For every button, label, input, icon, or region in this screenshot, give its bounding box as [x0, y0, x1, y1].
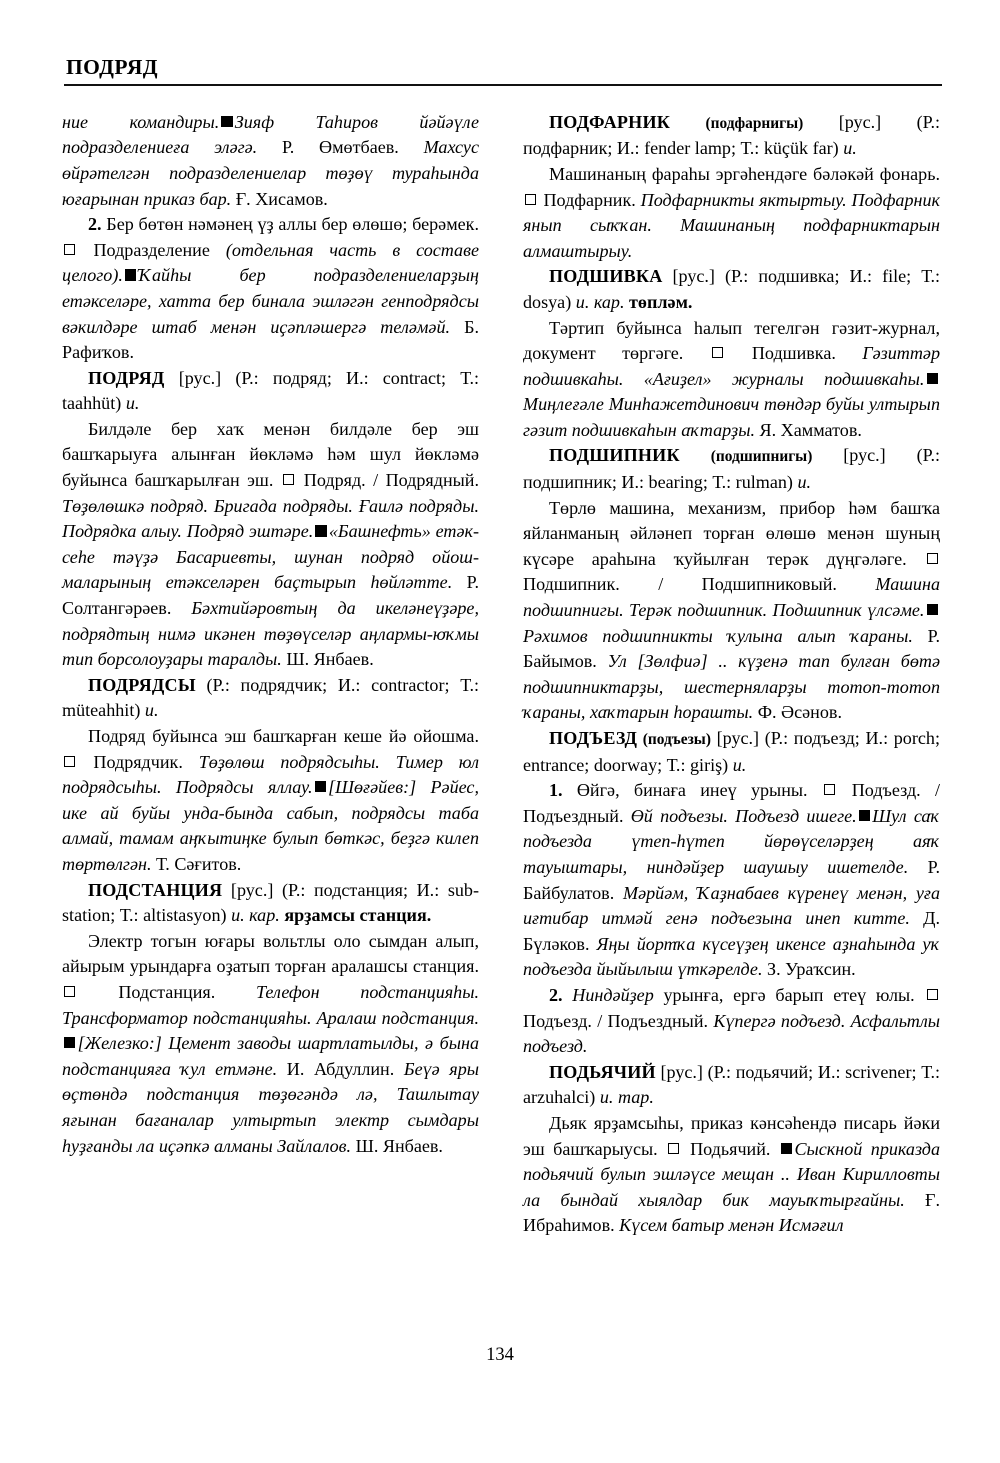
open-square-marker-icon	[283, 474, 294, 485]
filled-square-marker-icon	[927, 604, 938, 615]
roman-text: Д. Бүләков.	[523, 908, 940, 954]
italic-text: Мәрйәм, Ҡаҙнабаев күренеү менән, уға иғтибар итмәй генә подъезына инеп китте.	[523, 882, 940, 929]
italic-text: Күпергә подъезд. Асфальтлы подъезд.	[523, 1010, 940, 1057]
italic-text: и. кар.	[231, 905, 280, 926]
dictionary-entry-headline	[62, 673, 479, 724]
headword-inflection: (подшипнигы)	[710, 448, 813, 466]
headword: ПОДШИВКА	[549, 266, 663, 287]
roman-text	[563, 985, 573, 1005]
italic-text: Сыскной приказда подьячий булып эшләүсе мещан .. Иван Кирилловты ла бындай хыялдар бик мауыҡтырғайны.	[523, 1138, 940, 1210]
roman-text: Электр тогын юғары вольтлы оло сымдан алып, айырым урындарға оҙатып торған аралашсы станция.	[62, 930, 479, 977]
roman-text: Подшивка.	[725, 343, 863, 364]
roman-text: Бер бөтөн нәмәнең үҙ аллы бер өлөшө; берәмек.	[101, 214, 479, 235]
filled-square-marker-icon	[315, 525, 326, 536]
roman-text: [рус.] (Р.: подшипник; И.: bearing; Т.: rulman)	[523, 445, 940, 493]
italic-text: Рәхимов подшипникты ҡулына алып ҡараны.	[523, 625, 913, 646]
italic-text: Төҙөлөш подрядсыһы. Тимер юл подрядсыһы. Подрядсы яллау.	[62, 751, 479, 798]
filled-square-marker-icon	[781, 1143, 792, 1154]
filled-square-marker-icon	[125, 269, 136, 280]
roman-text: Подъезд. / Подъездный.	[523, 1010, 714, 1031]
roman-text: Т. Сәғитов.	[151, 853, 242, 874]
dictionary-definition	[523, 316, 940, 444]
roman-text: [рус.] (Р.: подьячий; И.: scrivener; Т.: arzuhalci)	[523, 1061, 940, 1108]
bold-text: 2.	[88, 214, 102, 235]
roman-text: [рус.] (Р.: подряд; И.: contract; Т.: taahhüt)	[62, 367, 479, 414]
headword-inflection: (подфарнигы)	[705, 114, 804, 132]
roman-text: Ғ. Хисамов.	[231, 188, 328, 209]
roman-text: [рус.] (Р.: подстанция; И.: sub-station; Т.: altistasyon)	[62, 879, 479, 926]
italic-text: [Шөғәйев:] Рәйес, ике ай буйы унда-бында сабып, подрядсы таба алмай, тамам аңҡытиңке булып бөткәс, беҙгә килеп төртөлгән.	[62, 777, 479, 874]
open-square-marker-icon	[525, 194, 536, 205]
italic-text: Күсем батыр менән Исмәғил	[619, 1215, 844, 1236]
dictionary-entry-headline	[523, 443, 940, 495]
open-square-marker-icon	[64, 986, 75, 997]
filled-square-marker-icon	[221, 116, 232, 127]
roman-text: Подряд. / Подрядный.	[296, 470, 479, 491]
roman-text: Подразделение	[77, 239, 226, 260]
italic-text: Гәзиттәр подшивкаһы. «Ағиҙел» журналы подшивкаһы.	[523, 343, 940, 389]
italic-text: Бәхтийәровтың да икеләнеүҙәре, подрядтың нимә икәнен төҙөүселәр аңлармы-юҡмы тип борсолоуҙары таралды.	[62, 598, 479, 670]
roman-text: Ғ. Ибраһимов.	[523, 1189, 940, 1236]
roman-text: Подрядчик.	[77, 751, 199, 772]
roman-text: Дьяк ярҙамсыһы, приказ кәнсәһендә писарь йәки эш башҡарыусы.	[523, 1112, 940, 1159]
roman-text: Подстанция.	[77, 981, 256, 1002]
roman-text: [рус.] (Р.: подшивка; И.: file; Т.: dosya)	[523, 266, 940, 312]
dictionary-entry-headline	[523, 110, 940, 162]
bold-text: төпләм.	[629, 291, 693, 312]
roman-text: Р. Солтангәрәев.	[62, 572, 479, 619]
italic-text: Беүә яры өҫтөндә подстанция төҙөгәндә лә, Ташлытау яғынан бағаналар ултыртып электр сымдары һуҙғанды ла иҫәпкә алманы Зайлалов.	[62, 1058, 479, 1156]
roman-text: Ф. Әсәнов.	[753, 702, 842, 723]
roman-text: Р. Байымов.	[523, 625, 940, 672]
open-square-marker-icon	[927, 989, 938, 1000]
italic-text: Машина подшипнигы. Терәк подшипник. Подшипник үлсәме.	[523, 574, 940, 621]
italic-text: Зияф Таһиров йәйәүле подразделениеға эләгә.	[62, 111, 479, 158]
italic-text: и.	[125, 393, 140, 414]
dictionary-definition	[523, 496, 940, 726]
headword: ПОДЪЕЗД	[549, 728, 638, 748]
roman-text: Р. Байбулатов.	[523, 856, 940, 903]
bold-text: ярҙамсы станция.	[284, 905, 432, 926]
headword: ПОДСТАНЦИЯ	[88, 879, 223, 900]
italic-text: Ҡайһы бер подразделениеларҙың етәкселәре, хатта бер бинала эшләгән генподрядсы вәкилдәре штаб менән иҫәпләшергә теләмәй.	[62, 265, 479, 337]
italic-text: и.	[732, 754, 747, 775]
roman-text: И. Абдуллин.	[277, 1058, 404, 1079]
roman-text: Өйгә, бинаға инеү урыны.	[562, 780, 822, 801]
italic-text: Подфарникты яктыртыу. Подфарник янып сыҡҡан. Машинаның подфарниктарын алмаштырыу.	[523, 189, 940, 261]
dictionary-entry-headline	[523, 264, 940, 315]
filled-square-marker-icon	[927, 373, 938, 384]
filled-square-marker-icon	[859, 810, 870, 821]
open-square-marker-icon	[64, 756, 75, 767]
roman-text	[670, 112, 705, 132]
italic-text: Махсус өйрәтелгән подразделениелар төҙөү тураһында юғарынан приказ бар.	[62, 137, 479, 209]
dictionary-sense	[62, 212, 479, 366]
roman-text: З. Ураҡсин.	[762, 959, 856, 980]
headword: ПОДРЯД	[88, 367, 165, 388]
bold-text: 2.	[549, 984, 563, 1005]
roman-text: Подъезд. / Подъездный.	[523, 780, 940, 826]
italic-text: Ул [Зөлфиә] .. күҙенә тап булған бөтә подшипниктарҙы, шестерняларҙы тотоп-тотоп ҡараны, хаҡтарын һорашты.	[523, 651, 940, 723]
right-column	[523, 110, 940, 1239]
italic-text: Телефон подстанцияһы. Трансформатор подстанцияһы. Аралаш подстанция.	[62, 981, 479, 1028]
running-head: ПОДРЯД	[66, 55, 158, 79]
open-square-marker-icon	[712, 347, 723, 358]
headword: ПОДЬЯЧИЙ	[549, 1061, 656, 1082]
roman-text: Тәртип буйынса һалып тегелгән гәзит-журнал, документ төргәге.	[523, 317, 940, 364]
roman-text: [рус.] (Р.: подъезд; И.: porch; entrance; doorway; Т.: giriş)	[523, 728, 940, 775]
roman-text: Подьячий.	[681, 1138, 779, 1159]
roman-text: Б. Рафиҡов.	[62, 316, 479, 363]
italic-text: ние командиры.	[62, 111, 220, 132]
roman-text: урынға, ергә барып етеү юлы.	[653, 984, 925, 1005]
bold-text: 1.	[549, 780, 563, 801]
italic-text: и.	[843, 138, 857, 159]
column-container	[62, 110, 942, 1239]
dictionary-entry-headline	[523, 726, 940, 778]
headword-inflection: (подъезы)	[642, 731, 711, 748]
dictionary-definition	[523, 162, 940, 264]
italic-text: Яңы йортҡа күсеүҙең икенсе аҙнаһында уҡ подъезда йыйылыш үткәрелде.	[523, 933, 941, 980]
roman-text: Ш. Янбаев.	[351, 1135, 443, 1156]
dictionary-definition	[62, 417, 479, 673]
page-number: 134	[486, 1345, 514, 1365]
italic-text: [Железко:] Цемент заводы шартлатылды, ә бына подстанцияға ҡул етмәне.	[62, 1033, 479, 1079]
italic-text: «Башнефть» етәксеһе тәүҙә Басариевты, шунан подряд ойошмаларының етәкселәрен баҫтырып һөйләтте.	[62, 521, 479, 593]
italic-text: Шул саҡ подъезда үтеп-һүтеп йөрөүселәрҙең аяҡ тауыштары, ниндәйҙер шаушыу ишетелде.	[523, 805, 940, 877]
roman-text: Машинаның фараһы эргәһендәге бәләкәй фонарь.	[549, 163, 940, 184]
headword: ПОДФАРНИК	[549, 111, 671, 132]
dictionary-entry-headline	[62, 878, 479, 929]
roman-text: Төрлө машина, механизм, прибор һәм башҡа яйланманың әйләнеп торған өлөшө менән шуның күсәре араһына ҡуйылған терәк дүңгәләге.	[523, 497, 940, 569]
roman-text: Подфарник.	[538, 189, 641, 210]
filled-square-marker-icon	[315, 781, 326, 792]
dictionary-entry-headline	[62, 366, 479, 417]
roman-text	[680, 445, 711, 465]
italic-text: и.	[797, 472, 812, 493]
headword: ПОДШИПНИК	[549, 445, 680, 466]
italic-text: Ниндәйҙер	[572, 984, 654, 1005]
roman-text: Билдәле бер хаҡ менән билдәле бер эш башҡарыуға алынған йөкләмә һәм шул йөкләмә буйынса башҡарылған эш.	[62, 418, 479, 491]
roman-text: Подшипник. / Подшипниковый.	[523, 574, 876, 595]
roman-text: Подряд буйынса эш башҡарған кеше йә ойошма.	[88, 726, 479, 746]
open-square-marker-icon	[927, 553, 938, 564]
left-column	[62, 110, 479, 1159]
italic-text: Өй подъезы. Подъезд ишеге.	[630, 805, 857, 826]
open-square-marker-icon	[824, 784, 835, 795]
roman-text: Ш. Янбаев.	[281, 649, 374, 670]
italic-text: и.	[144, 700, 159, 721]
entry-continuation	[62, 110, 479, 212]
italic-text: Миңлеғәле Минһажетдинович төндәр буйы ултырып гәзит подшивкаһын аҡтарҙы.	[523, 394, 940, 440]
dictionary-sense	[523, 983, 940, 1060]
dictionary-definition	[62, 724, 479, 878]
italic-text: и. кар.	[575, 291, 625, 312]
dictionary-definition	[62, 929, 479, 1159]
italic-text: Төҙөлөшкә подряд. Бригада подряды. Ғаилә подряды. Подрядка алыу. Подряд эштәре.	[62, 495, 479, 542]
dictionary-sense	[523, 778, 940, 983]
italic-text: и. тар.	[599, 1087, 654, 1108]
roman-text: Р. Өмөтбаев.	[257, 137, 424, 158]
dictionary-entry-headline	[523, 1060, 940, 1111]
filled-square-marker-icon	[64, 1037, 75, 1048]
italic-text: (отдельная часть в составе целого).	[62, 239, 479, 286]
roman-text: (Р.: подрядчик; И.: contractor; Т.: müteahhit)	[62, 674, 479, 721]
roman-text: [рус.] (Р.: подфарник; И.: fender lamp; Т.: küçük far)	[523, 111, 940, 159]
dictionary-definition	[523, 1111, 940, 1239]
open-square-marker-icon	[64, 244, 75, 255]
roman-text: Я. Хамматов.	[755, 419, 862, 440]
headword: ПОДРЯДСЫ	[88, 674, 196, 695]
header-rule	[64, 84, 942, 86]
open-square-marker-icon	[668, 1143, 679, 1154]
